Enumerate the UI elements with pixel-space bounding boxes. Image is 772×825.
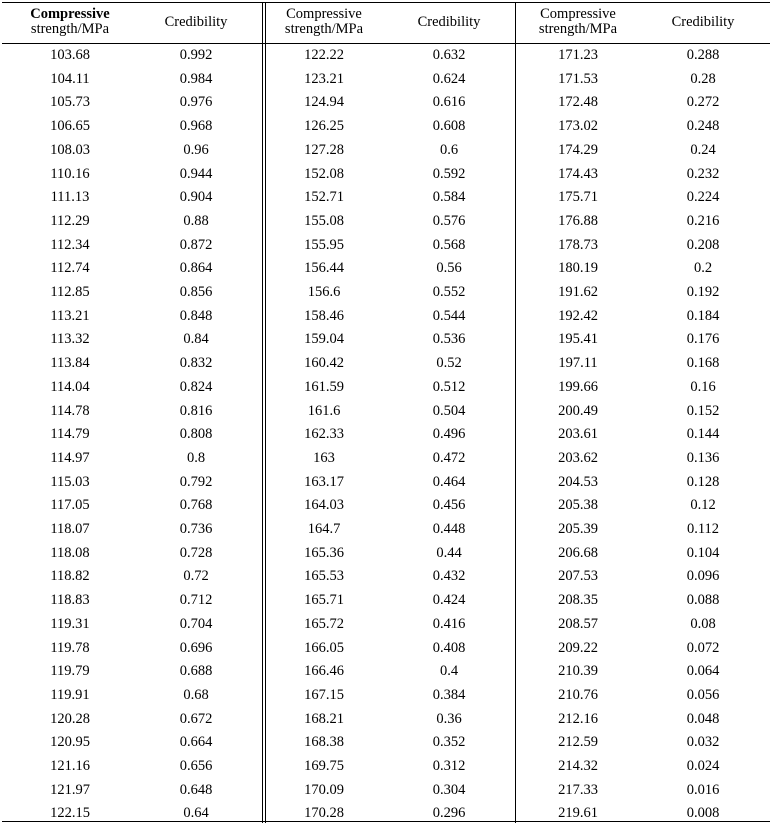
cell-compressive-strength: 160.42 <box>304 355 344 372</box>
cell-credibility: 0.88 <box>183 212 209 229</box>
cell-credibility: 0.616 <box>432 94 466 111</box>
cell-credibility: 0.192 <box>686 284 720 300</box>
cell-compressive-strength: 166.05 <box>304 639 344 656</box>
cell-compressive-strength: 112.85 <box>50 284 90 300</box>
header-rule <box>2 43 770 44</box>
cell-credibility: 0.032 <box>686 734 720 751</box>
cell-compressive-strength: 104.11 <box>50 70 90 87</box>
cell-compressive-strength: 205.39 <box>558 521 598 537</box>
cell-compressive-strength: 175.71 <box>558 189 598 206</box>
cell-compressive-strength: 176.88 <box>558 212 598 229</box>
cell-credibility: 0.728 <box>179 544 213 561</box>
header-line-2: strength/MPa <box>30 21 110 37</box>
cell-credibility: 0.768 <box>179 497 213 514</box>
header-credibility: Credibility <box>164 14 228 30</box>
cell-compressive-strength: 165.53 <box>304 568 344 585</box>
cell-credibility: 0.304 <box>432 781 466 798</box>
cell-compressive-strength: 119.78 <box>50 639 90 656</box>
cell-compressive-strength: 164.7 <box>307 521 341 537</box>
cell-compressive-strength: 208.35 <box>558 592 598 609</box>
cell-credibility: 0.968 <box>179 118 213 135</box>
cell-credibility: 0.84 <box>183 331 209 348</box>
cell-compressive-strength: 152.08 <box>304 165 344 182</box>
cell-credibility: 0.2 <box>693 260 713 277</box>
cell-credibility: 0.864 <box>179 260 213 277</box>
cell-compressive-strength: 120.28 <box>50 710 90 727</box>
cell-credibility: 0.824 <box>179 378 213 395</box>
block-separator <box>515 2 516 823</box>
cell-credibility: 0.848 <box>179 307 213 324</box>
cell-credibility: 0.856 <box>179 284 213 300</box>
cell-compressive-strength: 168.38 <box>304 734 344 751</box>
header-compressive-strength <box>10 7 130 37</box>
cell-credibility: 0.592 <box>432 165 466 182</box>
header-compressive-strength <box>264 7 384 37</box>
table-frame <box>2 2 770 823</box>
cell-compressive-strength: 168.21 <box>304 710 344 727</box>
header-line-1: Compressive <box>30 6 110 22</box>
header-credibility: Credibility <box>671 14 735 30</box>
cell-credibility: 0.712 <box>179 592 213 609</box>
cell-credibility: 0.432 <box>432 568 466 585</box>
cell-credibility: 0.64 <box>183 805 209 822</box>
cell-credibility: 0.68 <box>183 686 209 703</box>
cell-compressive-strength: 192.42 <box>558 307 598 324</box>
cell-compressive-strength: 171.23 <box>558 47 598 63</box>
cell-compressive-strength: 174.29 <box>558 141 598 158</box>
cell-compressive-strength: 110.16 <box>50 165 90 182</box>
cell-credibility: 0.136 <box>686 449 720 466</box>
cell-credibility: 0.808 <box>179 426 213 443</box>
cell-compressive-strength: 119.79 <box>50 663 90 680</box>
cell-compressive-strength: 212.16 <box>558 710 598 727</box>
cell-compressive-strength: 208.57 <box>558 615 598 632</box>
cell-credibility: 0.016 <box>686 781 720 798</box>
cell-credibility: 0.464 <box>432 473 466 490</box>
cell-credibility: 0.816 <box>179 402 213 419</box>
cell-credibility: 0.568 <box>432 236 466 253</box>
cell-credibility: 0.544 <box>432 307 466 324</box>
cell-compressive-strength: 167.15 <box>304 686 344 703</box>
cell-compressive-strength: 173.02 <box>558 118 598 135</box>
cell-credibility: 0.248 <box>686 118 720 135</box>
cell-credibility: 0.16 <box>690 378 716 395</box>
cell-compressive-strength: 112.34 <box>50 236 90 253</box>
cell-credibility: 0.08 <box>690 615 716 632</box>
cell-credibility: 0.064 <box>686 663 720 680</box>
cell-credibility: 0.496 <box>432 426 466 443</box>
cell-credibility: 0.448 <box>432 521 466 537</box>
cell-credibility: 0.584 <box>432 189 466 206</box>
cell-compressive-strength: 165.71 <box>304 592 344 609</box>
cell-credibility: 0.72 <box>183 568 209 585</box>
cell-compressive-strength: 152.71 <box>304 189 344 206</box>
cell-compressive-strength: 163 <box>313 449 335 466</box>
cell-credibility: 0.832 <box>179 355 213 372</box>
cell-compressive-strength: 197.11 <box>558 355 598 372</box>
cell-credibility: 0.512 <box>432 378 466 395</box>
cell-credibility: 0.56 <box>436 260 462 277</box>
cell-compressive-strength: 118.07 <box>50 521 90 537</box>
cell-compressive-strength: 206.68 <box>558 544 598 561</box>
cell-credibility: 0.216 <box>686 212 720 229</box>
cell-credibility: 0.664 <box>179 734 213 751</box>
cell-credibility: 0.624 <box>432 70 466 87</box>
cell-compressive-strength: 111.13 <box>50 189 90 206</box>
cell-compressive-strength: 106.65 <box>50 118 90 135</box>
cell-credibility: 0.704 <box>179 615 213 632</box>
cell-compressive-strength: 118.83 <box>50 592 90 609</box>
cell-compressive-strength: 122.15 <box>50 805 90 822</box>
cell-compressive-strength: 115.03 <box>50 473 90 490</box>
cell-credibility: 0.904 <box>179 189 213 206</box>
cell-credibility: 0.104 <box>686 544 720 561</box>
cell-credibility: 0.232 <box>686 165 720 182</box>
cell-credibility: 0.736 <box>179 521 213 537</box>
cell-compressive-strength: 203.61 <box>558 426 598 443</box>
cell-compressive-strength: 119.31 <box>50 615 90 632</box>
cell-credibility: 0.152 <box>686 402 720 419</box>
cell-compressive-strength: 170.28 <box>304 805 344 822</box>
cell-credibility: 0.696 <box>179 639 213 656</box>
cell-compressive-strength: 217.33 <box>558 781 598 798</box>
cell-credibility: 0.272 <box>686 94 720 111</box>
cell-compressive-strength: 170.09 <box>304 781 344 798</box>
cell-compressive-strength: 114.97 <box>50 449 90 466</box>
cell-compressive-strength: 120.95 <box>50 734 90 751</box>
cell-compressive-strength: 108.03 <box>50 141 90 158</box>
cell-compressive-strength: 113.21 <box>50 307 90 324</box>
cell-compressive-strength: 200.49 <box>558 402 598 419</box>
cell-credibility: 0.792 <box>179 473 213 490</box>
cell-credibility: 0.4 <box>439 663 459 680</box>
cell-compressive-strength: 219.61 <box>558 805 598 822</box>
cell-compressive-strength: 212.59 <box>558 734 598 751</box>
cell-compressive-strength: 210.39 <box>558 663 598 680</box>
cell-credibility: 0.576 <box>432 212 466 229</box>
cell-compressive-strength: 121.97 <box>50 781 90 798</box>
cell-credibility: 0.424 <box>432 592 466 609</box>
cell-compressive-strength: 165.36 <box>304 544 344 561</box>
cell-credibility: 0.656 <box>179 758 213 774</box>
cell-compressive-strength: 117.05 <box>50 497 90 514</box>
cell-compressive-strength: 180.19 <box>558 260 598 277</box>
cell-compressive-strength: 124.94 <box>304 94 344 111</box>
cell-credibility: 0.384 <box>432 686 466 703</box>
cell-credibility: 0.208 <box>686 236 720 253</box>
cell-compressive-strength: 191.62 <box>558 284 598 300</box>
cell-credibility: 0.456 <box>432 497 466 514</box>
cell-credibility: 0.52 <box>436 355 462 372</box>
cell-credibility: 0.36 <box>436 710 462 727</box>
cell-compressive-strength: 165.72 <box>304 615 344 632</box>
cell-credibility: 0.288 <box>686 47 720 63</box>
cell-credibility: 0.536 <box>432 331 466 348</box>
cell-credibility: 0.872 <box>179 236 213 253</box>
cell-compressive-strength: 119.91 <box>50 686 90 703</box>
cell-credibility: 0.312 <box>432 758 466 774</box>
cell-credibility: 0.28 <box>690 70 716 87</box>
cell-credibility: 0.088 <box>686 592 720 609</box>
cell-credibility: 0.44 <box>436 544 462 561</box>
cell-credibility: 0.112 <box>686 521 720 537</box>
cell-compressive-strength: 126.25 <box>304 118 344 135</box>
cell-compressive-strength: 156.6 <box>307 284 341 300</box>
header-line-1: Compressive <box>286 6 362 22</box>
cell-compressive-strength: 113.84 <box>50 355 90 372</box>
cell-compressive-strength: 209.22 <box>558 639 598 656</box>
cell-compressive-strength: 205.38 <box>558 497 598 514</box>
cell-compressive-strength: 112.74 <box>50 260 90 277</box>
cell-compressive-strength: 161.6 <box>307 402 341 419</box>
cell-credibility: 0.008 <box>686 805 720 822</box>
cell-compressive-strength: 195.41 <box>558 331 598 348</box>
cell-compressive-strength: 127.28 <box>304 141 344 158</box>
cell-credibility: 0.144 <box>686 426 720 443</box>
cell-credibility: 0.984 <box>179 70 213 87</box>
cell-credibility: 0.12 <box>690 497 716 514</box>
cell-compressive-strength: 178.73 <box>558 236 598 253</box>
cell-credibility: 0.944 <box>179 165 213 182</box>
cell-credibility: 0.672 <box>179 710 213 727</box>
cell-compressive-strength: 156.44 <box>304 260 344 277</box>
cell-credibility: 0.296 <box>432 805 466 822</box>
cell-compressive-strength: 103.68 <box>50 47 90 63</box>
cell-compressive-strength: 155.08 <box>304 212 344 229</box>
cell-credibility: 0.352 <box>432 734 466 751</box>
top-rule <box>2 2 770 3</box>
cell-compressive-strength: 123.21 <box>304 70 344 87</box>
header-line-1: Compressive <box>540 6 616 22</box>
cell-compressive-strength: 112.29 <box>50 212 90 229</box>
header-compressive-strength <box>518 7 638 37</box>
cell-compressive-strength: 114.04 <box>50 378 90 395</box>
cell-compressive-strength: 118.82 <box>50 568 90 585</box>
cell-compressive-strength: 207.53 <box>558 568 598 585</box>
cell-credibility: 0.176 <box>686 331 720 348</box>
cell-compressive-strength: 204.53 <box>558 473 598 490</box>
cell-compressive-strength: 203.62 <box>558 449 598 466</box>
cell-credibility: 0.504 <box>432 402 466 419</box>
header-line-2: strength/MPa <box>538 21 618 37</box>
cell-credibility: 0.976 <box>179 94 213 111</box>
cell-credibility: 0.96 <box>183 141 209 158</box>
cell-credibility: 0.072 <box>686 639 720 656</box>
cell-compressive-strength: 199.66 <box>558 378 598 395</box>
data-table <box>2 2 770 823</box>
cell-compressive-strength: 158.46 <box>304 307 344 324</box>
cell-compressive-strength: 105.73 <box>50 94 90 111</box>
cell-compressive-strength: 155.95 <box>304 236 344 253</box>
header-credibility: Credibility <box>417 14 481 30</box>
cell-compressive-strength: 161.59 <box>304 378 344 395</box>
header-line-2: strength/MPa <box>284 21 364 37</box>
cell-compressive-strength: 122.22 <box>304 47 344 63</box>
cell-credibility: 0.6 <box>439 141 459 158</box>
cell-compressive-strength: 118.08 <box>50 544 90 561</box>
cell-compressive-strength: 114.78 <box>50 402 90 419</box>
cell-credibility: 0.096 <box>686 568 720 585</box>
block-separator <box>262 2 263 823</box>
cell-compressive-strength: 163.17 <box>304 473 344 490</box>
cell-credibility: 0.168 <box>686 355 720 372</box>
cell-credibility: 0.408 <box>432 639 466 656</box>
cell-credibility: 0.992 <box>179 47 213 63</box>
cell-compressive-strength: 171.53 <box>558 70 598 87</box>
cell-credibility: 0.632 <box>432 47 466 63</box>
cell-credibility: 0.8 <box>186 449 206 466</box>
cell-credibility: 0.24 <box>690 141 716 158</box>
cell-credibility: 0.048 <box>686 710 720 727</box>
cell-credibility: 0.688 <box>179 663 213 680</box>
cell-credibility: 0.472 <box>432 449 466 466</box>
cell-credibility: 0.184 <box>686 307 720 324</box>
cell-compressive-strength: 114.79 <box>50 426 90 443</box>
cell-credibility: 0.224 <box>686 189 720 206</box>
cell-compressive-strength: 214.32 <box>558 758 598 774</box>
cell-credibility: 0.128 <box>686 473 720 490</box>
cell-credibility: 0.552 <box>432 284 466 300</box>
cell-credibility: 0.416 <box>432 615 466 632</box>
cell-compressive-strength: 159.04 <box>304 331 344 348</box>
cell-compressive-strength: 113.32 <box>50 331 90 348</box>
cell-credibility: 0.608 <box>432 118 466 135</box>
cell-compressive-strength: 162.33 <box>304 426 344 443</box>
cell-compressive-strength: 210.76 <box>558 686 598 703</box>
cell-credibility: 0.056 <box>686 686 720 703</box>
cell-compressive-strength: 174.43 <box>558 165 598 182</box>
cell-credibility: 0.024 <box>686 758 720 774</box>
cell-compressive-strength: 172.48 <box>558 94 598 111</box>
cell-credibility: 0.648 <box>179 781 213 798</box>
cell-compressive-strength: 164.03 <box>304 497 344 514</box>
cell-compressive-strength: 166.46 <box>304 663 344 680</box>
cell-compressive-strength: 169.75 <box>304 758 344 774</box>
cell-compressive-strength: 121.16 <box>50 758 90 774</box>
